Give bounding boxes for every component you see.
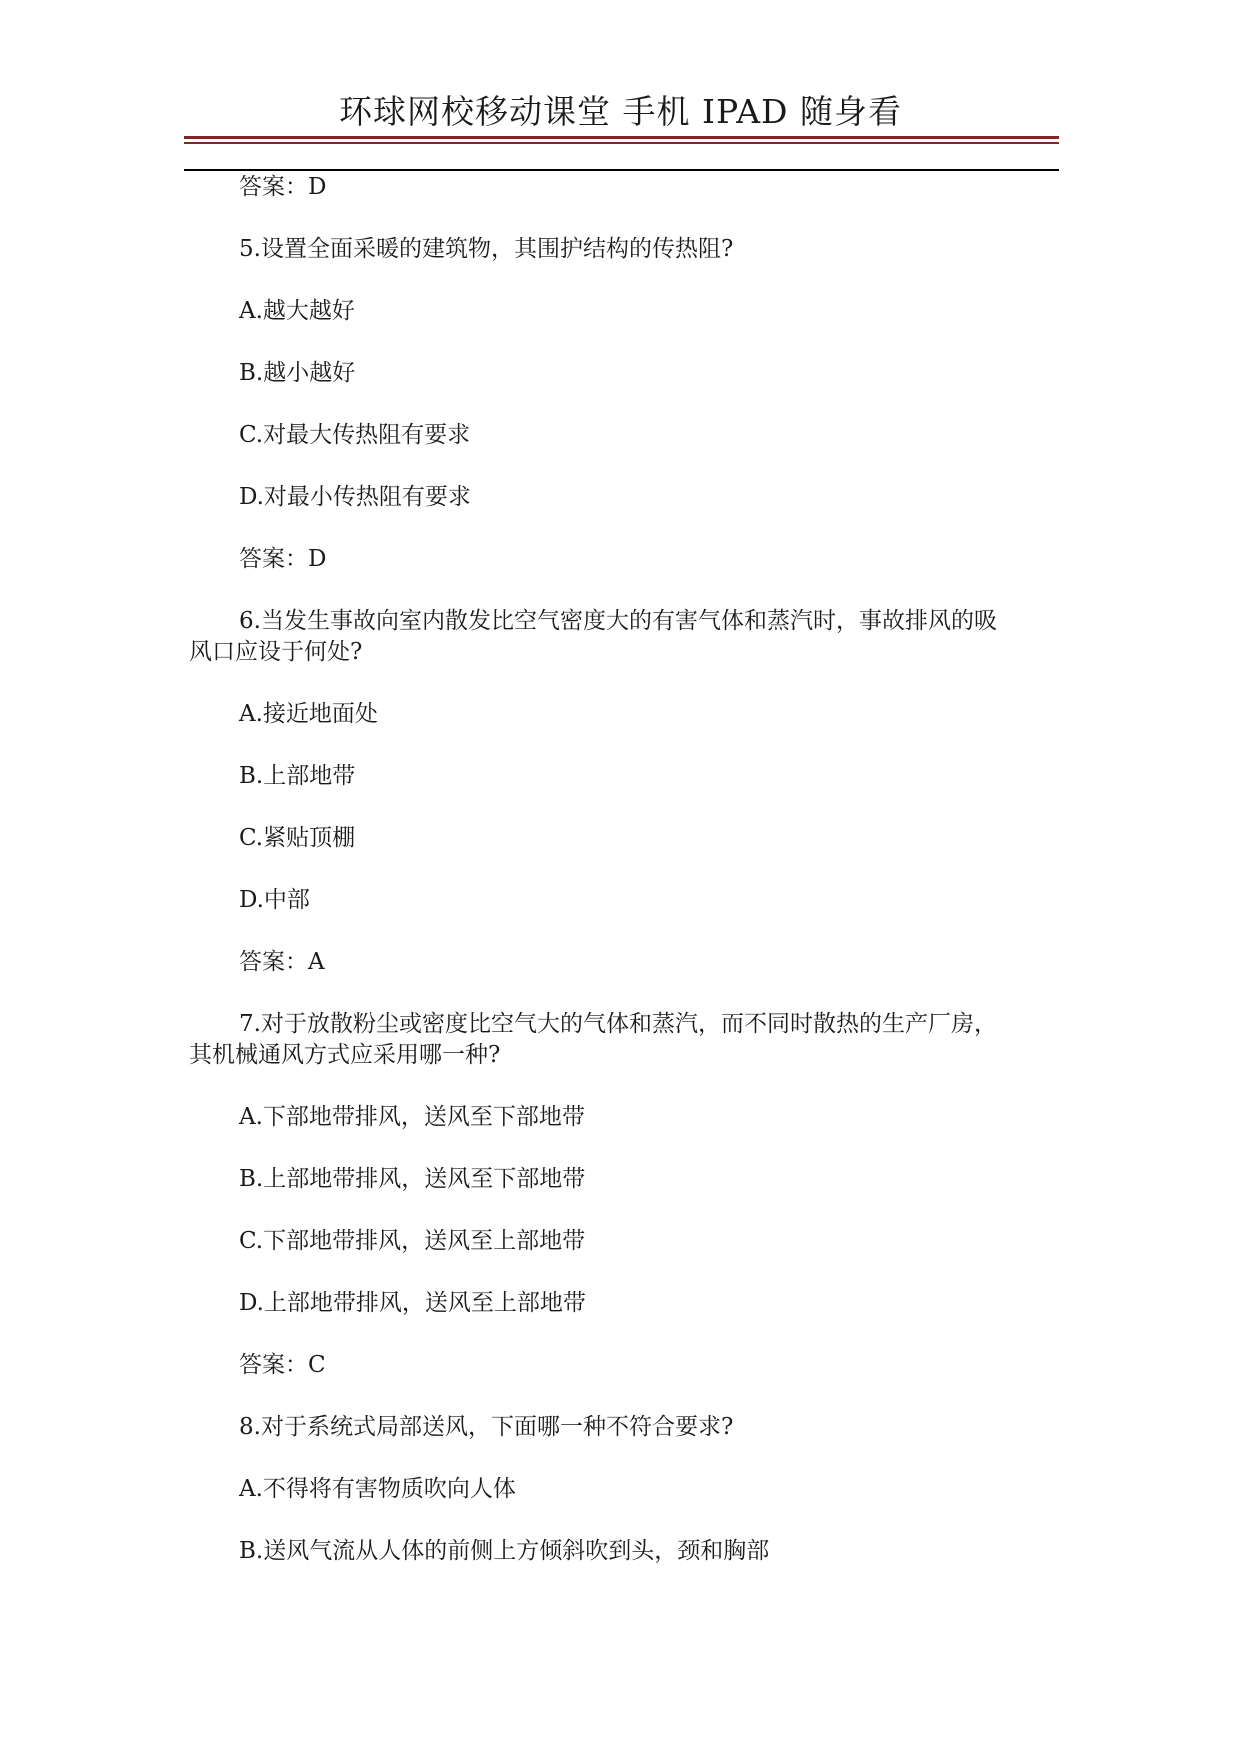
q5-option-d: D.对最小传热阻有要求	[239, 484, 471, 510]
answer-q5: 答案：D	[239, 546, 327, 572]
q7-option-a: A.下部地带排风，送风至下部地带	[239, 1104, 585, 1130]
document-body	[189, 172, 1057, 1567]
question-7-line-2: 其机械通风方式应采用哪一种?	[189, 1042, 501, 1068]
q8-option-a: A.不得将有害物质吹向人体	[239, 1476, 516, 1502]
q5-option-c: C.对最大传热阻有要求	[239, 422, 471, 448]
q5-option-b: B.越小越好	[239, 360, 356, 386]
q6-option-b: B.上部地带	[239, 763, 356, 789]
question-6-line-2: 风口应设于何处?	[189, 639, 363, 665]
q7-option-c: C.下部地带排风，送风至上部地带	[239, 1228, 586, 1254]
header-rule-black	[184, 169, 1059, 171]
page-header-title: 环球网校移动课堂 手机 IPAD 随身看	[339, 92, 902, 131]
header-rule-thick	[184, 136, 1059, 139]
question-5: 5.设置全面采暖的建筑物，其围护结构的传热阻?	[239, 236, 734, 262]
question-8: 8.对于系统式局部送风，下面哪一种不符合要求?	[239, 1414, 734, 1440]
q8-option-b: B.送风气流从人体的前侧上方倾斜吹到头，颈和胸部	[239, 1538, 770, 1564]
answer-q4: 答案：D	[239, 174, 327, 200]
answer-q6: 答案：A	[239, 949, 325, 975]
answer-q7: 答案：C	[239, 1352, 326, 1378]
q5-option-a: A.越大越好	[239, 298, 355, 324]
q6-option-d: D.中部	[239, 887, 310, 913]
question-7-line-1: 7.对于放散粉尘或密度比空气大的气体和蒸汽，而不同时散热的生产厂房，	[239, 1011, 997, 1037]
q7-option-d: D.上部地带排风，送风至上部地带	[239, 1290, 586, 1316]
header-rule-thin	[184, 142, 1059, 144]
q7-option-b: B.上部地带排风，送风至下部地带	[239, 1166, 586, 1192]
q6-option-a: A.接近地面处	[239, 701, 378, 727]
question-6-line-1: 6.当发生事故向室内散发比空气密度大的有害气体和蒸汽时，事故排风的吸	[239, 608, 997, 634]
q6-option-c: C.紧贴顶棚	[239, 825, 356, 851]
